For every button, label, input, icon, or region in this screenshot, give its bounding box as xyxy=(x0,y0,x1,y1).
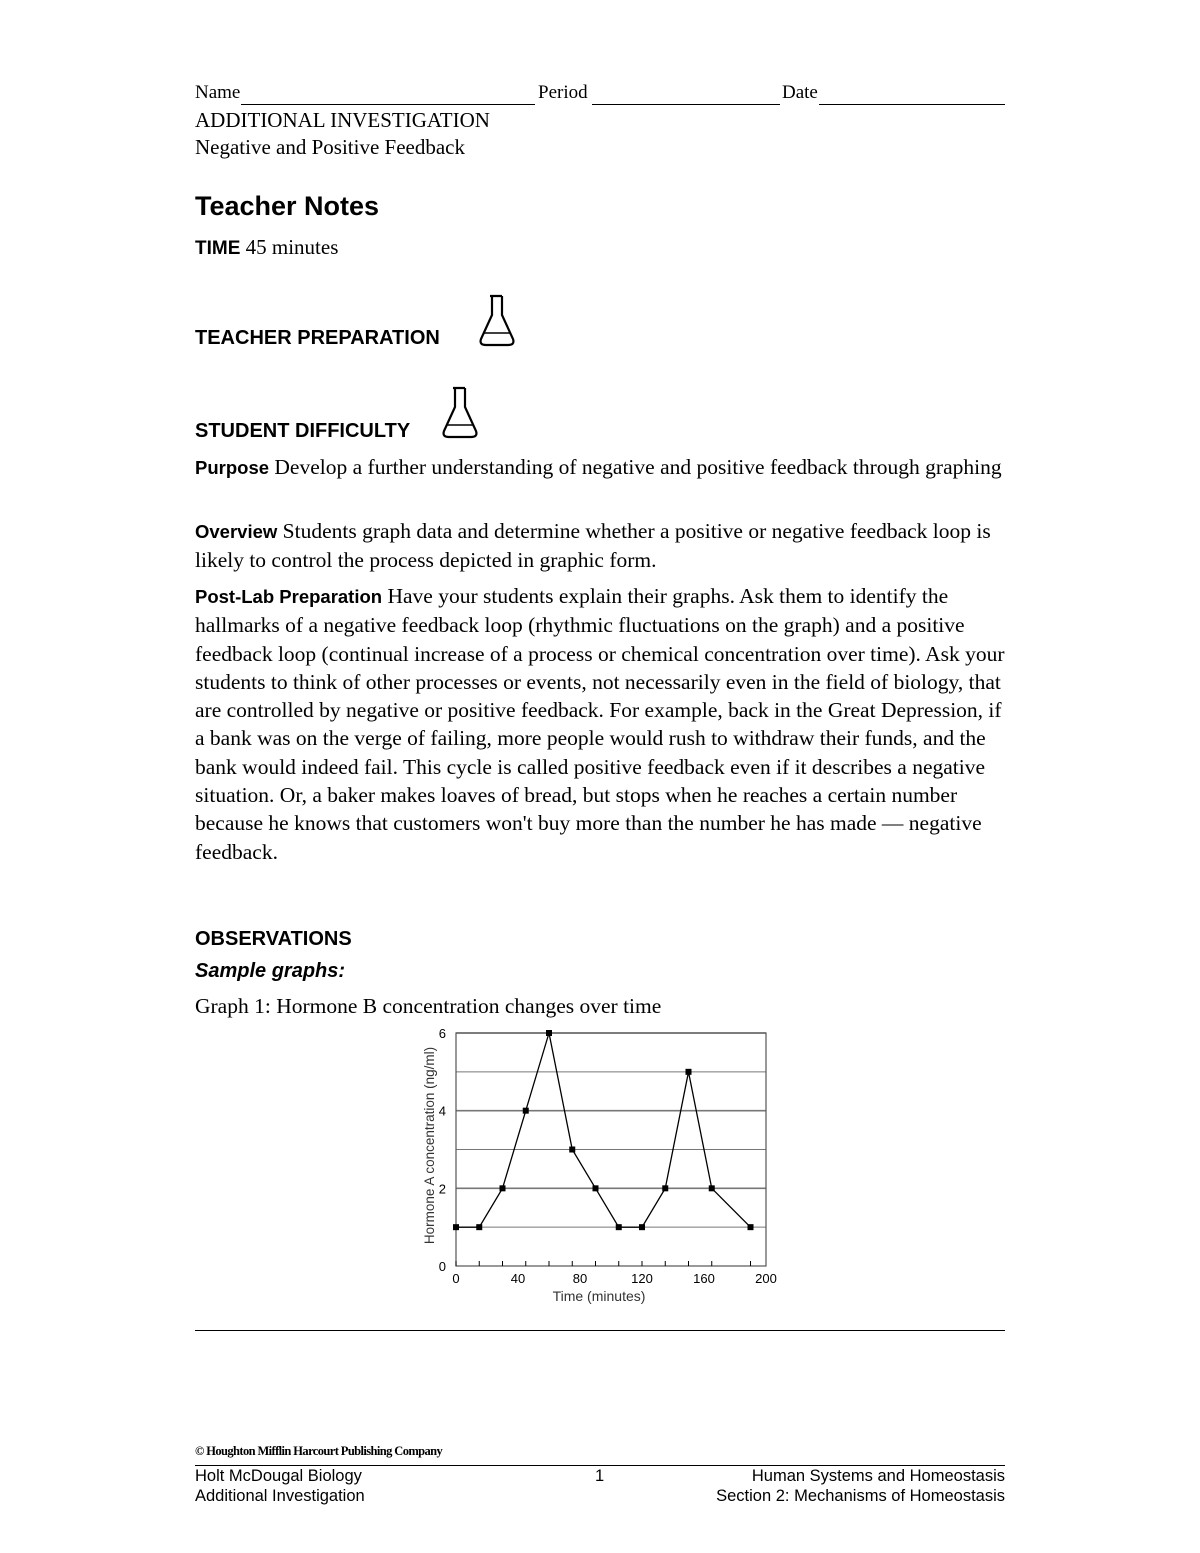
x-axis-label: Time (minutes) xyxy=(552,1288,646,1304)
series-line xyxy=(456,1033,751,1227)
x-tick-label: 200 xyxy=(755,1271,777,1286)
footer-book-sub: Additional Investigation xyxy=(195,1487,365,1505)
purpose-text: Develop a further understanding of negative and positive feedback through graphing xyxy=(274,455,1002,479)
name-blank xyxy=(241,104,535,105)
x-tick-label: 120 xyxy=(631,1271,653,1286)
data-point xyxy=(476,1224,482,1230)
x-tick-label: 80 xyxy=(572,1271,588,1286)
x-tick-label: 0 xyxy=(452,1271,460,1286)
data-point xyxy=(662,1185,668,1191)
purpose-label: Purpose xyxy=(195,457,270,478)
date-label: Date xyxy=(782,82,818,103)
overview-paragraph xyxy=(195,517,1010,575)
data-point xyxy=(616,1224,622,1230)
footer-rule xyxy=(195,1465,1005,1466)
footer-chapter: Human Systems and Homeostasis xyxy=(751,1467,1005,1485)
time-value: 45 minutes xyxy=(245,235,339,259)
observations-heading: OBSERVATIONS xyxy=(195,928,352,950)
data-point xyxy=(453,1224,459,1230)
period-label: Period xyxy=(538,82,588,103)
content-divider xyxy=(195,1330,1005,1331)
student-info-line xyxy=(195,82,1005,108)
hormone-line-chart xyxy=(410,1020,790,1310)
y-tick-label: 6 xyxy=(438,1026,446,1041)
data-point xyxy=(709,1185,715,1191)
investigation-type: ADDITIONAL INVESTIGATION xyxy=(195,108,490,132)
data-point xyxy=(748,1224,754,1230)
postlab-label: Post-Lab Preparation xyxy=(195,586,383,607)
y-tick-label: 2 xyxy=(438,1181,446,1197)
y-tick-label: 0 xyxy=(438,1259,446,1274)
y-axis-label: Hormone A concentration (ng/ml) xyxy=(422,1046,437,1245)
name-label: Name xyxy=(195,82,241,103)
data-point xyxy=(639,1224,645,1230)
data-point xyxy=(686,1069,692,1075)
y-tick-label: 4 xyxy=(438,1103,446,1119)
investigation-title: Negative and Positive Feedback xyxy=(195,135,466,159)
x-tick-label: 40 xyxy=(510,1271,526,1286)
footer-book: Holt McDougal Biology xyxy=(195,1467,362,1485)
time-label: TIME xyxy=(195,238,241,259)
flask-icon xyxy=(441,385,479,441)
data-point xyxy=(500,1185,506,1191)
page-number: 1 xyxy=(595,1467,605,1485)
footer-section: Section 2: Mechanisms of Homeostasis xyxy=(716,1487,1005,1505)
data-point xyxy=(593,1185,599,1191)
postlab-paragraph xyxy=(195,582,1010,866)
purpose-paragraph xyxy=(195,453,1010,482)
overview-text: Students graph data and determine whether a positive or negative feedback loop is likely to control the process depicted in graphic form. xyxy=(195,519,991,573)
x-tick-label: 160 xyxy=(693,1271,715,1286)
data-point xyxy=(569,1147,575,1153)
overview-label: Overview xyxy=(195,521,278,542)
sample-graphs-label: Sample graphs: xyxy=(195,960,346,982)
data-point xyxy=(546,1030,552,1036)
time-line xyxy=(195,235,338,260)
student-difficulty-heading: STUDENT DIFFICULTY xyxy=(195,420,411,442)
period-blank xyxy=(592,104,780,105)
page-title: Teacher Notes xyxy=(195,191,380,221)
postlab-text: Have your students explain their graphs. Ask them to identify the hallmarks of a negative feedback loop (rhythmic fluctuations on the graph) and a positive feedback loop (continual increase of a process or chemical concentration over time). Ask your students to think of other processes or events, not necessarily even in the field of biology, that are controlled by negative or positive feedback. For example, back in the Great Depression, if a bank was on the verge of failing, more people would rush to withdraw their funds, and the bank would indeed fail. This cycle is called positive feedback even if it describes a negative situation. Or, a baker makes loaves of bread, but stops when he reaches a certain number because he knows that customers won't buy more than the number he has made — negative feedback. xyxy=(195,584,1005,864)
teacher-preparation-heading: TEACHER PREPARATION xyxy=(195,327,440,349)
date-blank xyxy=(819,104,1005,105)
copyright-notice: © Houghton Mifflin Harcourt Publishing Company xyxy=(195,1444,443,1458)
graph1-caption: Graph 1: Hormone B concentration changes over time xyxy=(195,994,662,1018)
flask-icon xyxy=(478,293,516,349)
data-point xyxy=(523,1108,529,1114)
